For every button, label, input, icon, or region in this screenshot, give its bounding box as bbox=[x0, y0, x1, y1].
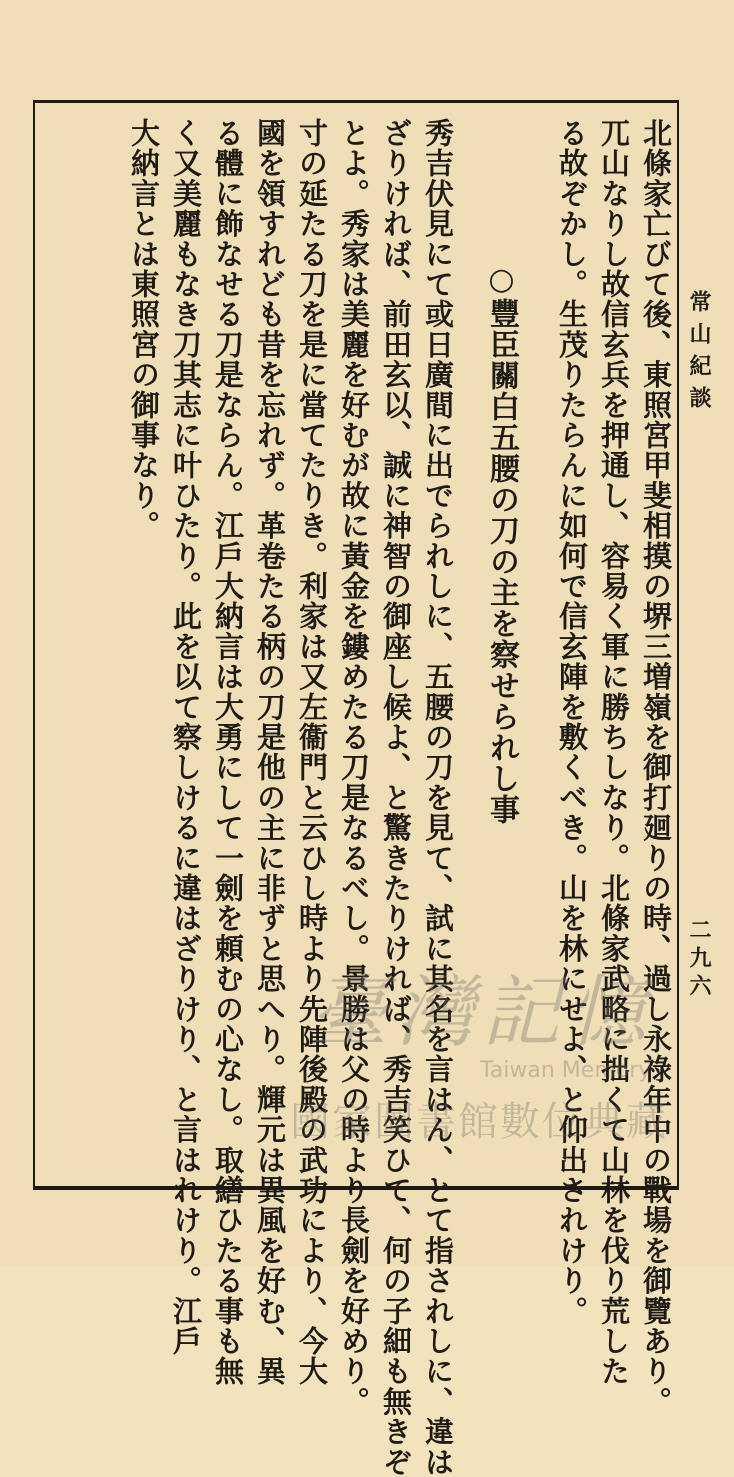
text-column: く又美麗もなき刀其志に叶ひたり。此を以て察しけるに違はざりけり、と言はれけり。江戶 bbox=[169, 118, 203, 1357]
page-number: 二九六 bbox=[686, 918, 712, 1002]
text-column: 大納言とは東照宮の御事なり。 bbox=[127, 118, 161, 541]
text-column: 國を領すれども昔を忘れず。革卷たる柄の刀是他の主に非ずと思へり。輝元は異風を好む、異 bbox=[253, 118, 287, 1387]
text-column: る故ぞかし。生茂りたらんに如何で信玄陣を敷くべき。山を林にせよ、と仰出されけり。 bbox=[555, 118, 589, 1326]
book-title: 常山紀談 bbox=[686, 290, 712, 418]
watermark-institution: 國家圖書館數位典藏 bbox=[290, 1099, 668, 1145]
text-column: 兀山なりし故信玄兵を押通し、容易く軍に勝ちしなり。北條家武略に拙くて山林を伐り荒した bbox=[597, 118, 631, 1387]
text-column: 秀吉伏見にて或日廣間に出でられしに、五腰の刀を見て、試に其名を言はん、とて指されしに、違は bbox=[421, 118, 455, 1477]
text-column: 寸の延たる刀を是に當てたりき。利家は又左衞門と云ひし時より先陣後殿の武功により、今大 bbox=[295, 118, 329, 1387]
text-column: ざりければ、前田玄以、誠に神智の御座し候よ、と驚きたりければ、秀吉笑ひて、何の子細も無きぞ bbox=[379, 118, 413, 1477]
text-column: とよ。秀家は美麗を好むが故に黃金を鏤めたる刀是なるべし。景勝は父の時より長劍を好めり。 bbox=[337, 118, 371, 1417]
text-column: る體に飾なせる刀是ならん。江戶大納言は大勇にして一劍を頼むの心なし。取繕ひたる事も無 bbox=[211, 118, 245, 1387]
watermark-calligraphy: 臺灣記憶 bbox=[310, 968, 655, 1058]
text-column: 北條家亡びて後、東照宮甲斐相摸の堺三増嶺を御打廻りの時、過し永祿年中の戰場を御覽あり。 bbox=[639, 118, 673, 1417]
section-heading: ○豐臣關白五腰の刀の主を察せられし事 bbox=[484, 262, 519, 825]
watermark-english: Taiwan Memory bbox=[480, 1058, 652, 1083]
